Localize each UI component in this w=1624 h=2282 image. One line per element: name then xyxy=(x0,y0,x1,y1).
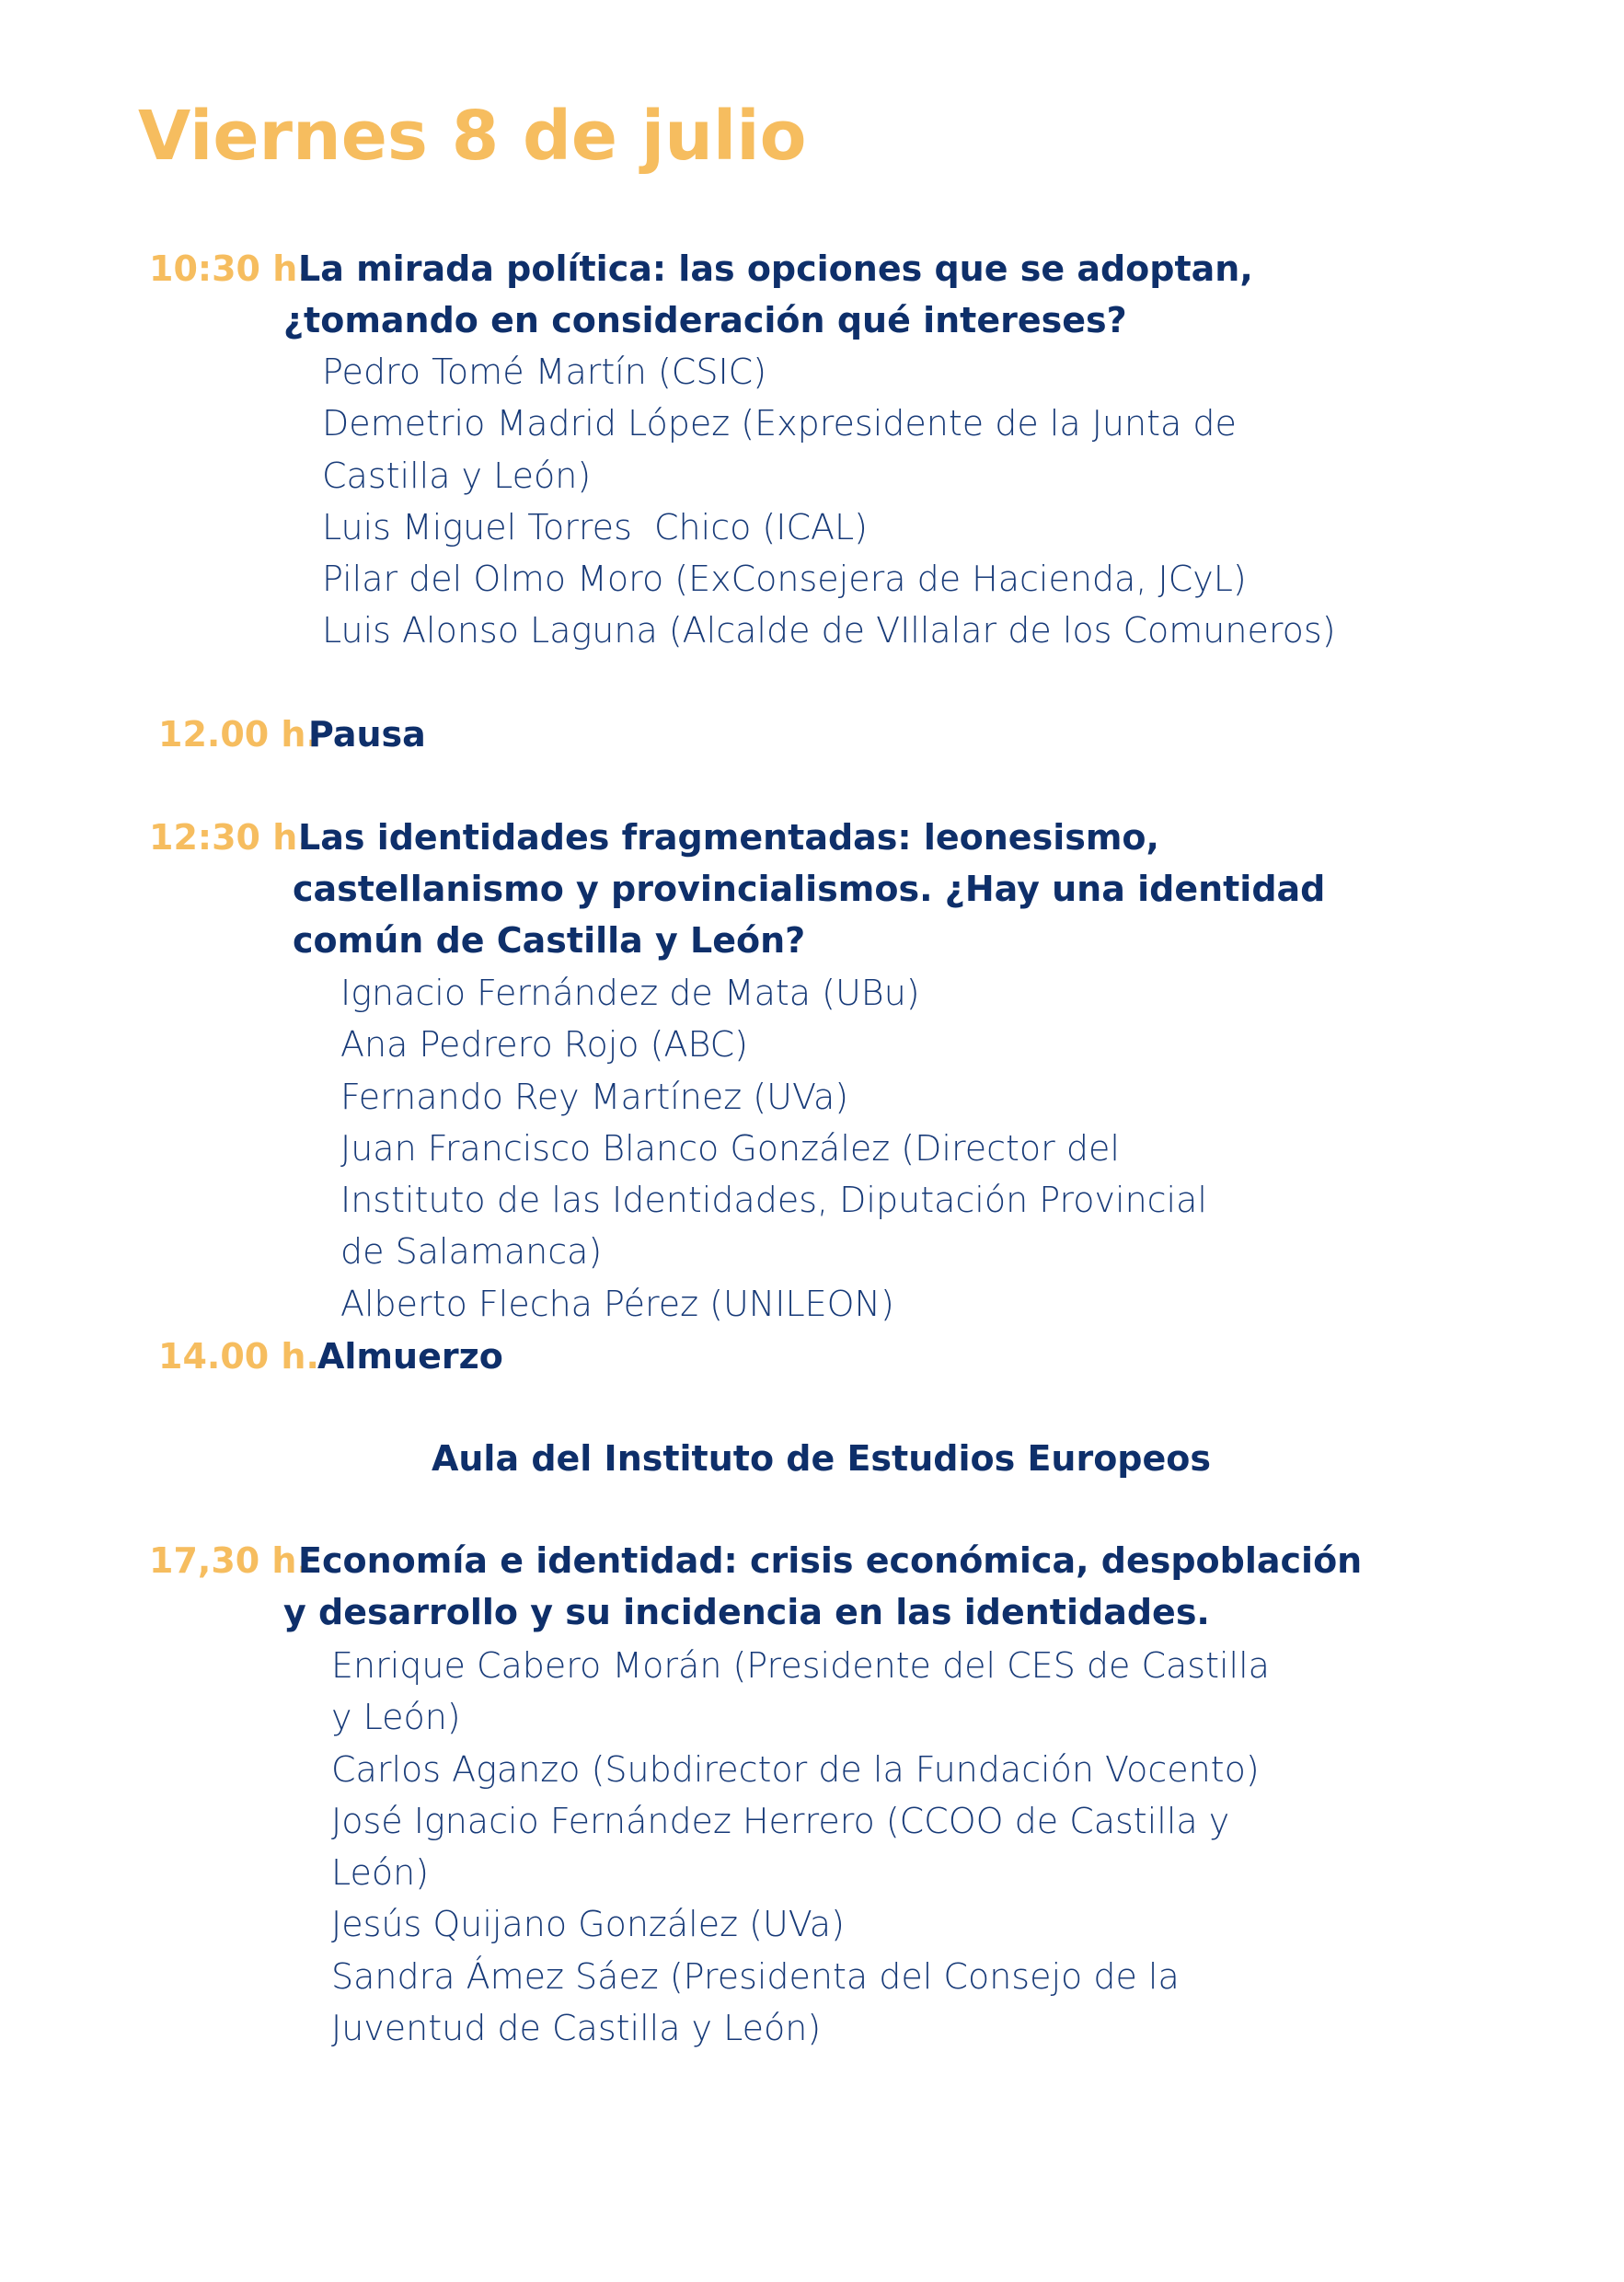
session-time: 17,30 h. xyxy=(149,1540,310,1581)
session-title: Pausa xyxy=(308,714,426,755)
speaker: Carlos Aganzo (Subdirector de la Fundación Vocento) xyxy=(331,1748,1260,1790)
speaker: Ignacio Fernández de Mata (UBu) xyxy=(340,973,920,1013)
speaker: Ana Pedrero Rojo (ABC) xyxy=(340,1024,749,1066)
speaker: Jesús Quijano González (UVa) xyxy=(331,1904,845,1945)
speaker: Enrique Cabero Morán (Presidente del CES de Castilla y León) xyxy=(331,1645,1270,1738)
speaker: Luis Miguel Torres Chico (ICAL) xyxy=(322,506,868,547)
speaker: Sandra Ámez Sáez (Presidenta del Consejo de la Juventud de Castilla y León) xyxy=(331,1955,1180,2049)
session-time: 12.00 h. xyxy=(158,714,319,755)
session-title: Las identidades fragmentadas: leonesismo, castellanismo y provincialismos. ¿Hay una identidad común de Castilla y León? xyxy=(293,817,1326,961)
session-time: 12:30 h. xyxy=(149,817,311,858)
session-title: La mirada política: las opciones que se adoptan, ¿tomando en consideración qué intereses? xyxy=(283,248,1253,340)
speaker: Alberto Flecha Pérez (UNILEON) xyxy=(340,1283,894,1324)
speaker: Pilar del Olmo Moro (ExConsejera de Hacienda, JCyL) xyxy=(322,559,1247,600)
session-title: Almuerzo xyxy=(317,1336,503,1377)
venue-heading: Aula del Instituto de Estudios Europeos xyxy=(431,1438,1212,1479)
speaker: José Ignacio Fernández Herrero (CCOO de Castilla y León) xyxy=(331,1800,1230,1894)
speaker-list xyxy=(340,967,1261,1330)
speaker-list xyxy=(331,1640,1297,2054)
page-title: Viernes 8 de julio xyxy=(138,97,807,176)
speaker: Demetrio Madrid López (Expresidente de la Junta de Castilla y León) xyxy=(322,403,1237,496)
session-time: 10:30 h. xyxy=(149,248,311,289)
session-time: 14.00 h. xyxy=(158,1336,319,1377)
speaker: Pedro Tomé Martín (CSIC) xyxy=(322,352,767,392)
speaker: Luis Alonso Laguna (Alcalde de VIllalar de los Comuneros) xyxy=(322,610,1336,651)
speaker: Juan Francisco Blanco González (Director del Instituto de las Identidades, Diputación Provincial de Salamanca) xyxy=(340,1127,1207,1273)
session-title: Economía e identidad: crisis económica, despoblación y desarrollo y su incidencia en las identidades. xyxy=(283,1540,1363,1632)
speaker: Fernando Rey Martínez (UVa) xyxy=(340,1076,849,1117)
speaker-list xyxy=(322,346,1426,657)
